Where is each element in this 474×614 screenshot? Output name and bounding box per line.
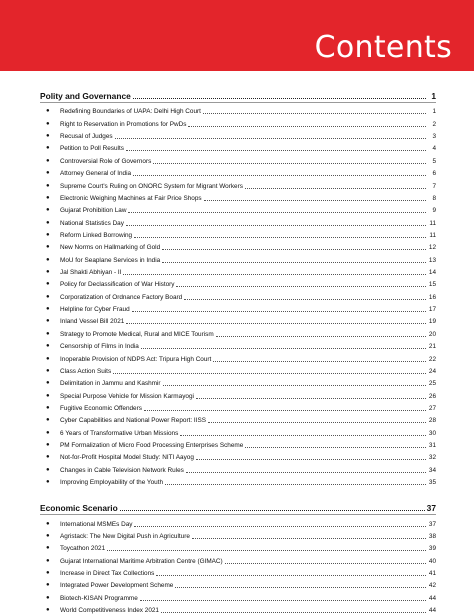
- bullet-icon: ●: [46, 330, 50, 337]
- entry-page-number: 1: [432, 108, 436, 116]
- bullet-icon: ●: [46, 256, 50, 263]
- dot-leader: [115, 138, 426, 139]
- entry-title: Redefining Boundaries of UAPA: Delhi High Court: [60, 108, 201, 116]
- bullet-icon: ●: [46, 454, 50, 461]
- entry-title: Delimitation in Jammu and Kashmir: [60, 380, 161, 388]
- entry-page-number: 34: [428, 466, 436, 474]
- toc-entry[interactable]: [40, 565, 436, 577]
- bullet-icon: ●: [46, 392, 50, 399]
- entry-page-number: 32: [428, 454, 436, 462]
- dot-leader: [133, 175, 426, 176]
- entry-title: Fugitive Economic Offenders: [60, 404, 142, 412]
- dot-leader: [128, 212, 426, 213]
- bullet-icon: ●: [46, 231, 50, 238]
- entry-title: World Competitiveness Index 2021: [60, 607, 159, 614]
- entry-page-number: 27: [428, 404, 436, 412]
- entry-title: Recusal of Judges: [60, 133, 113, 141]
- entry-title: Strategy to Promote Medical, Rural and MICE Tourism: [60, 330, 214, 338]
- section-page-number: 37: [426, 503, 436, 514]
- bullet-icon: ●: [46, 108, 50, 115]
- entry-title: Jal Shakti Abhiyan - II: [60, 269, 122, 277]
- toc-entry[interactable]: [40, 288, 436, 300]
- bullet-icon: ●: [46, 569, 50, 576]
- entry-page-number: 30: [428, 429, 436, 437]
- section-heading[interactable]: [40, 499, 436, 513]
- entry-page-number: 2: [432, 120, 436, 128]
- toc-entry[interactable]: [40, 313, 436, 325]
- dot-leader: [133, 98, 426, 99]
- toc-entry[interactable]: [40, 128, 436, 140]
- entry-page-number: 4: [432, 145, 436, 153]
- dot-leader: [162, 262, 426, 263]
- dot-leader: [188, 126, 426, 127]
- section-gap: [40, 486, 436, 496]
- entry-title: Reform Linked Borrowing: [60, 231, 133, 239]
- entry-page-number: 25: [428, 380, 436, 388]
- dot-leader: [225, 563, 426, 564]
- entry-page-number: 44: [428, 594, 436, 602]
- entry-page-number: 37: [428, 520, 436, 528]
- toc-entry[interactable]: [40, 387, 436, 399]
- toc-entry[interactable]: [40, 264, 436, 276]
- section-title: Economic Scenario: [40, 503, 118, 514]
- toc-entry[interactable]: [40, 602, 436, 614]
- dot-leader: [245, 447, 426, 448]
- dot-leader: [184, 299, 426, 300]
- bullet-icon: ●: [46, 594, 50, 601]
- dot-leader: [107, 550, 426, 551]
- entry-page-number: 21: [428, 343, 436, 351]
- entry-page-number: 42: [428, 582, 436, 590]
- entry-title: New Norms on Hallmarking of Gold: [60, 244, 161, 252]
- bullet-icon: ●: [46, 404, 50, 411]
- entry-page-number: 12: [428, 244, 436, 252]
- toc-entry[interactable]: [40, 412, 436, 424]
- bullet-icon: ●: [46, 343, 50, 350]
- bullet-icon: ●: [46, 170, 50, 177]
- entry-title: Special Purpose Vehicle for Mission Karmayogi: [60, 392, 194, 400]
- bullet-icon: ●: [46, 281, 50, 288]
- toc-entry[interactable]: [40, 528, 436, 540]
- toc-entry[interactable]: [40, 540, 436, 552]
- dot-leader: [245, 188, 426, 189]
- toc-entry[interactable]: [40, 363, 436, 375]
- entry-title: Not-for-Profit Hospital Model Study: NITI Aayog: [60, 454, 194, 462]
- toc-entry[interactable]: [40, 214, 436, 226]
- toc-entry[interactable]: [40, 325, 436, 337]
- dot-leader: [192, 538, 426, 539]
- dot-leader: [156, 575, 426, 576]
- bullet-icon: ●: [46, 355, 50, 362]
- dot-leader: [176, 286, 426, 287]
- entry-page-number: 40: [428, 557, 436, 565]
- entry-page-number: 31: [428, 442, 436, 450]
- section-page-number: 1: [431, 91, 436, 101]
- toc-entry[interactable]: [40, 437, 436, 449]
- bullet-icon: ●: [46, 545, 50, 552]
- bullet-icon: ●: [46, 194, 50, 201]
- dot-leader: [203, 113, 426, 114]
- entry-title: Supreme Court's Ruling on ONORC System for Migrant Workers: [60, 182, 243, 190]
- dot-leader: [216, 336, 426, 337]
- toc-entry[interactable]: [40, 115, 436, 127]
- entry-title: Class Action Suits: [60, 367, 112, 375]
- entry-title: Agristack: The New Digital Push in Agriculture: [60, 532, 190, 540]
- dot-leader: [213, 361, 426, 362]
- bullet-icon: ●: [46, 557, 50, 564]
- dot-leader: [126, 225, 426, 226]
- bullet-icon: ●: [46, 532, 50, 539]
- dot-leader: [204, 200, 426, 201]
- entry-title: Integrated Power Development Scheme: [60, 582, 174, 590]
- bullet-icon: ●: [46, 182, 50, 189]
- dot-leader: [162, 249, 426, 250]
- entry-title: Controversial Role of Governors: [60, 157, 152, 165]
- entry-title: Gujarat International Maritime Arbitration Centre (GIMAC): [60, 557, 223, 565]
- toc-entry[interactable]: [40, 589, 436, 601]
- toc-entry[interactable]: [40, 190, 436, 202]
- entry-title: Attorney General of India: [60, 170, 132, 178]
- entry-title: Inland Vessel Bill 2021: [60, 318, 125, 326]
- dot-leader: [180, 435, 426, 436]
- table-of-contents: [40, 84, 436, 614]
- entry-page-number: 9: [432, 207, 436, 215]
- entry-page-number: 14: [428, 269, 436, 277]
- dot-leader: [208, 422, 426, 423]
- entry-title: 6 Years of Transformative Urban Missions: [60, 429, 179, 437]
- toc-section: [40, 87, 436, 486]
- dot-leader: [126, 150, 426, 151]
- dot-leader: [123, 274, 426, 275]
- contents-banner: [0, 0, 474, 71]
- bullet-icon: ●: [46, 269, 50, 276]
- toc-entry[interactable]: [40, 552, 436, 564]
- toc-entry[interactable]: [40, 140, 436, 152]
- toc-entry[interactable]: [40, 577, 436, 589]
- bullet-icon: ●: [46, 466, 50, 473]
- entry-page-number: 3: [432, 133, 436, 141]
- entry-page-number: 26: [428, 392, 436, 400]
- entry-title: Toycathon 2021: [60, 545, 106, 553]
- dot-leader: [120, 510, 425, 511]
- entry-title: National Statistics Day: [60, 219, 124, 227]
- entry-page-number: 44: [428, 607, 436, 614]
- entry-page-number: 8: [432, 194, 436, 202]
- entry-page-number: 13: [428, 256, 436, 264]
- dot-leader: [196, 398, 426, 399]
- bullet-icon: ●: [46, 157, 50, 164]
- toc-entry[interactable]: [40, 152, 436, 164]
- toc-entry[interactable]: [40, 338, 436, 350]
- entry-title: Increase in Direct Tax Collections: [60, 569, 155, 577]
- entry-page-number: 41: [428, 569, 436, 577]
- bullet-icon: ●: [46, 219, 50, 226]
- bullet-icon: ●: [46, 607, 50, 614]
- entry-page-number: 16: [428, 293, 436, 301]
- toc-entry[interactable]: [40, 301, 436, 313]
- dot-leader: [132, 311, 426, 312]
- bullet-icon: ●: [46, 145, 50, 152]
- section-title: Polity and Governance: [40, 91, 131, 101]
- toc-entry[interactable]: [40, 375, 436, 387]
- entry-title: Corporatization of Ordnance Factory Board: [60, 293, 183, 301]
- dot-leader: [113, 373, 426, 374]
- entry-title: PM Formalization of Micro Food Processing Enterprises Scheme: [60, 442, 244, 450]
- bullet-icon: ●: [46, 417, 50, 424]
- toc-entry[interactable]: [40, 424, 436, 436]
- toc-entry[interactable]: [40, 276, 436, 288]
- bullet-icon: ●: [46, 133, 50, 140]
- toc-entry[interactable]: [40, 251, 436, 263]
- dot-leader: [165, 484, 426, 485]
- entry-title: Right to Reservation in Promotions for PwDs: [60, 120, 187, 128]
- entry-page-number: 20: [428, 330, 436, 338]
- entry-title: Improving Employability of the Youth: [60, 479, 164, 487]
- bullet-icon: ●: [46, 479, 50, 486]
- entry-page-number: 38: [428, 532, 436, 540]
- dot-leader: [196, 459, 426, 460]
- entry-title: International MSMEs Day: [60, 520, 133, 528]
- entry-title: Cyber Capabilities and National Power Report: IISS: [60, 417, 206, 425]
- entry-page-number: 5: [432, 157, 436, 165]
- bullet-icon: ●: [46, 520, 50, 527]
- bullet-icon: ●: [46, 582, 50, 589]
- entry-title: Petition to Poll Results: [60, 145, 124, 153]
- bullet-icon: ●: [46, 380, 50, 387]
- entry-title: Changes in Cable Television Network Rules: [60, 466, 184, 474]
- toc-entry[interactable]: [40, 165, 436, 177]
- entry-page-number: 11: [429, 219, 436, 227]
- entry-title: Censorship of Films in India: [60, 343, 139, 351]
- entry-title: MoU for Seaplane Services in India: [60, 256, 161, 264]
- dot-leader: [153, 163, 426, 164]
- section-heading[interactable]: [40, 87, 436, 101]
- bullet-icon: ●: [46, 244, 50, 251]
- dot-leader: [134, 237, 426, 238]
- toc-entry[interactable]: [40, 202, 436, 214]
- entry-page-number: 11: [429, 231, 436, 239]
- toc-entry[interactable]: [40, 474, 436, 486]
- entry-title: Helpline for Cyber Fraud: [60, 306, 130, 314]
- dot-leader: [141, 348, 426, 349]
- toc-entry[interactable]: [40, 400, 436, 412]
- dot-leader: [140, 600, 426, 601]
- toc-entry[interactable]: [40, 449, 436, 461]
- dot-leader: [134, 526, 426, 527]
- bullet-icon: ●: [46, 429, 50, 436]
- entry-page-number: 15: [428, 281, 436, 289]
- bullet-icon: ●: [46, 367, 50, 374]
- entry-page-number: 6: [432, 170, 436, 178]
- entry-page-number: 28: [428, 417, 436, 425]
- toc-entry[interactable]: [40, 461, 436, 473]
- toc-entry[interactable]: [40, 350, 436, 362]
- entry-page-number: 22: [428, 355, 436, 363]
- dot-leader: [175, 587, 426, 588]
- bullet-icon: ●: [46, 442, 50, 449]
- dot-leader: [126, 323, 426, 324]
- page-title: Contents: [314, 30, 452, 65]
- toc-entry[interactable]: [40, 515, 436, 527]
- entry-title: Gujarat Prohibition Law: [60, 207, 127, 215]
- bullet-icon: ●: [46, 207, 50, 214]
- entry-page-number: 17: [428, 306, 436, 314]
- bullet-icon: ●: [46, 120, 50, 127]
- bullet-icon: ●: [46, 293, 50, 300]
- toc-entry[interactable]: [40, 227, 436, 239]
- dot-leader: [163, 385, 426, 386]
- dot-leader: [144, 410, 426, 411]
- entry-title: Electronic Weighing Machines at Fair Price Shops: [60, 194, 202, 202]
- entry-page-number: 39: [428, 545, 436, 553]
- toc-entry[interactable]: [40, 177, 436, 189]
- dot-leader: [186, 472, 426, 473]
- toc-entry[interactable]: [40, 103, 436, 115]
- entry-title: Policy for Declassification of War History: [60, 281, 175, 289]
- toc-section: [40, 499, 436, 614]
- entry-title: Biotech-KISAN Programme: [60, 594, 138, 602]
- entry-title: Inoperable Provision of NDPS Act: Tripura High Court: [60, 355, 212, 363]
- entry-page-number: 35: [428, 479, 436, 487]
- bullet-icon: ●: [46, 306, 50, 313]
- toc-entry[interactable]: [40, 239, 436, 251]
- entry-page-number: 19: [428, 318, 436, 326]
- entry-page-number: 24: [428, 367, 436, 375]
- entry-page-number: 7: [432, 182, 436, 190]
- bullet-icon: ●: [46, 318, 50, 325]
